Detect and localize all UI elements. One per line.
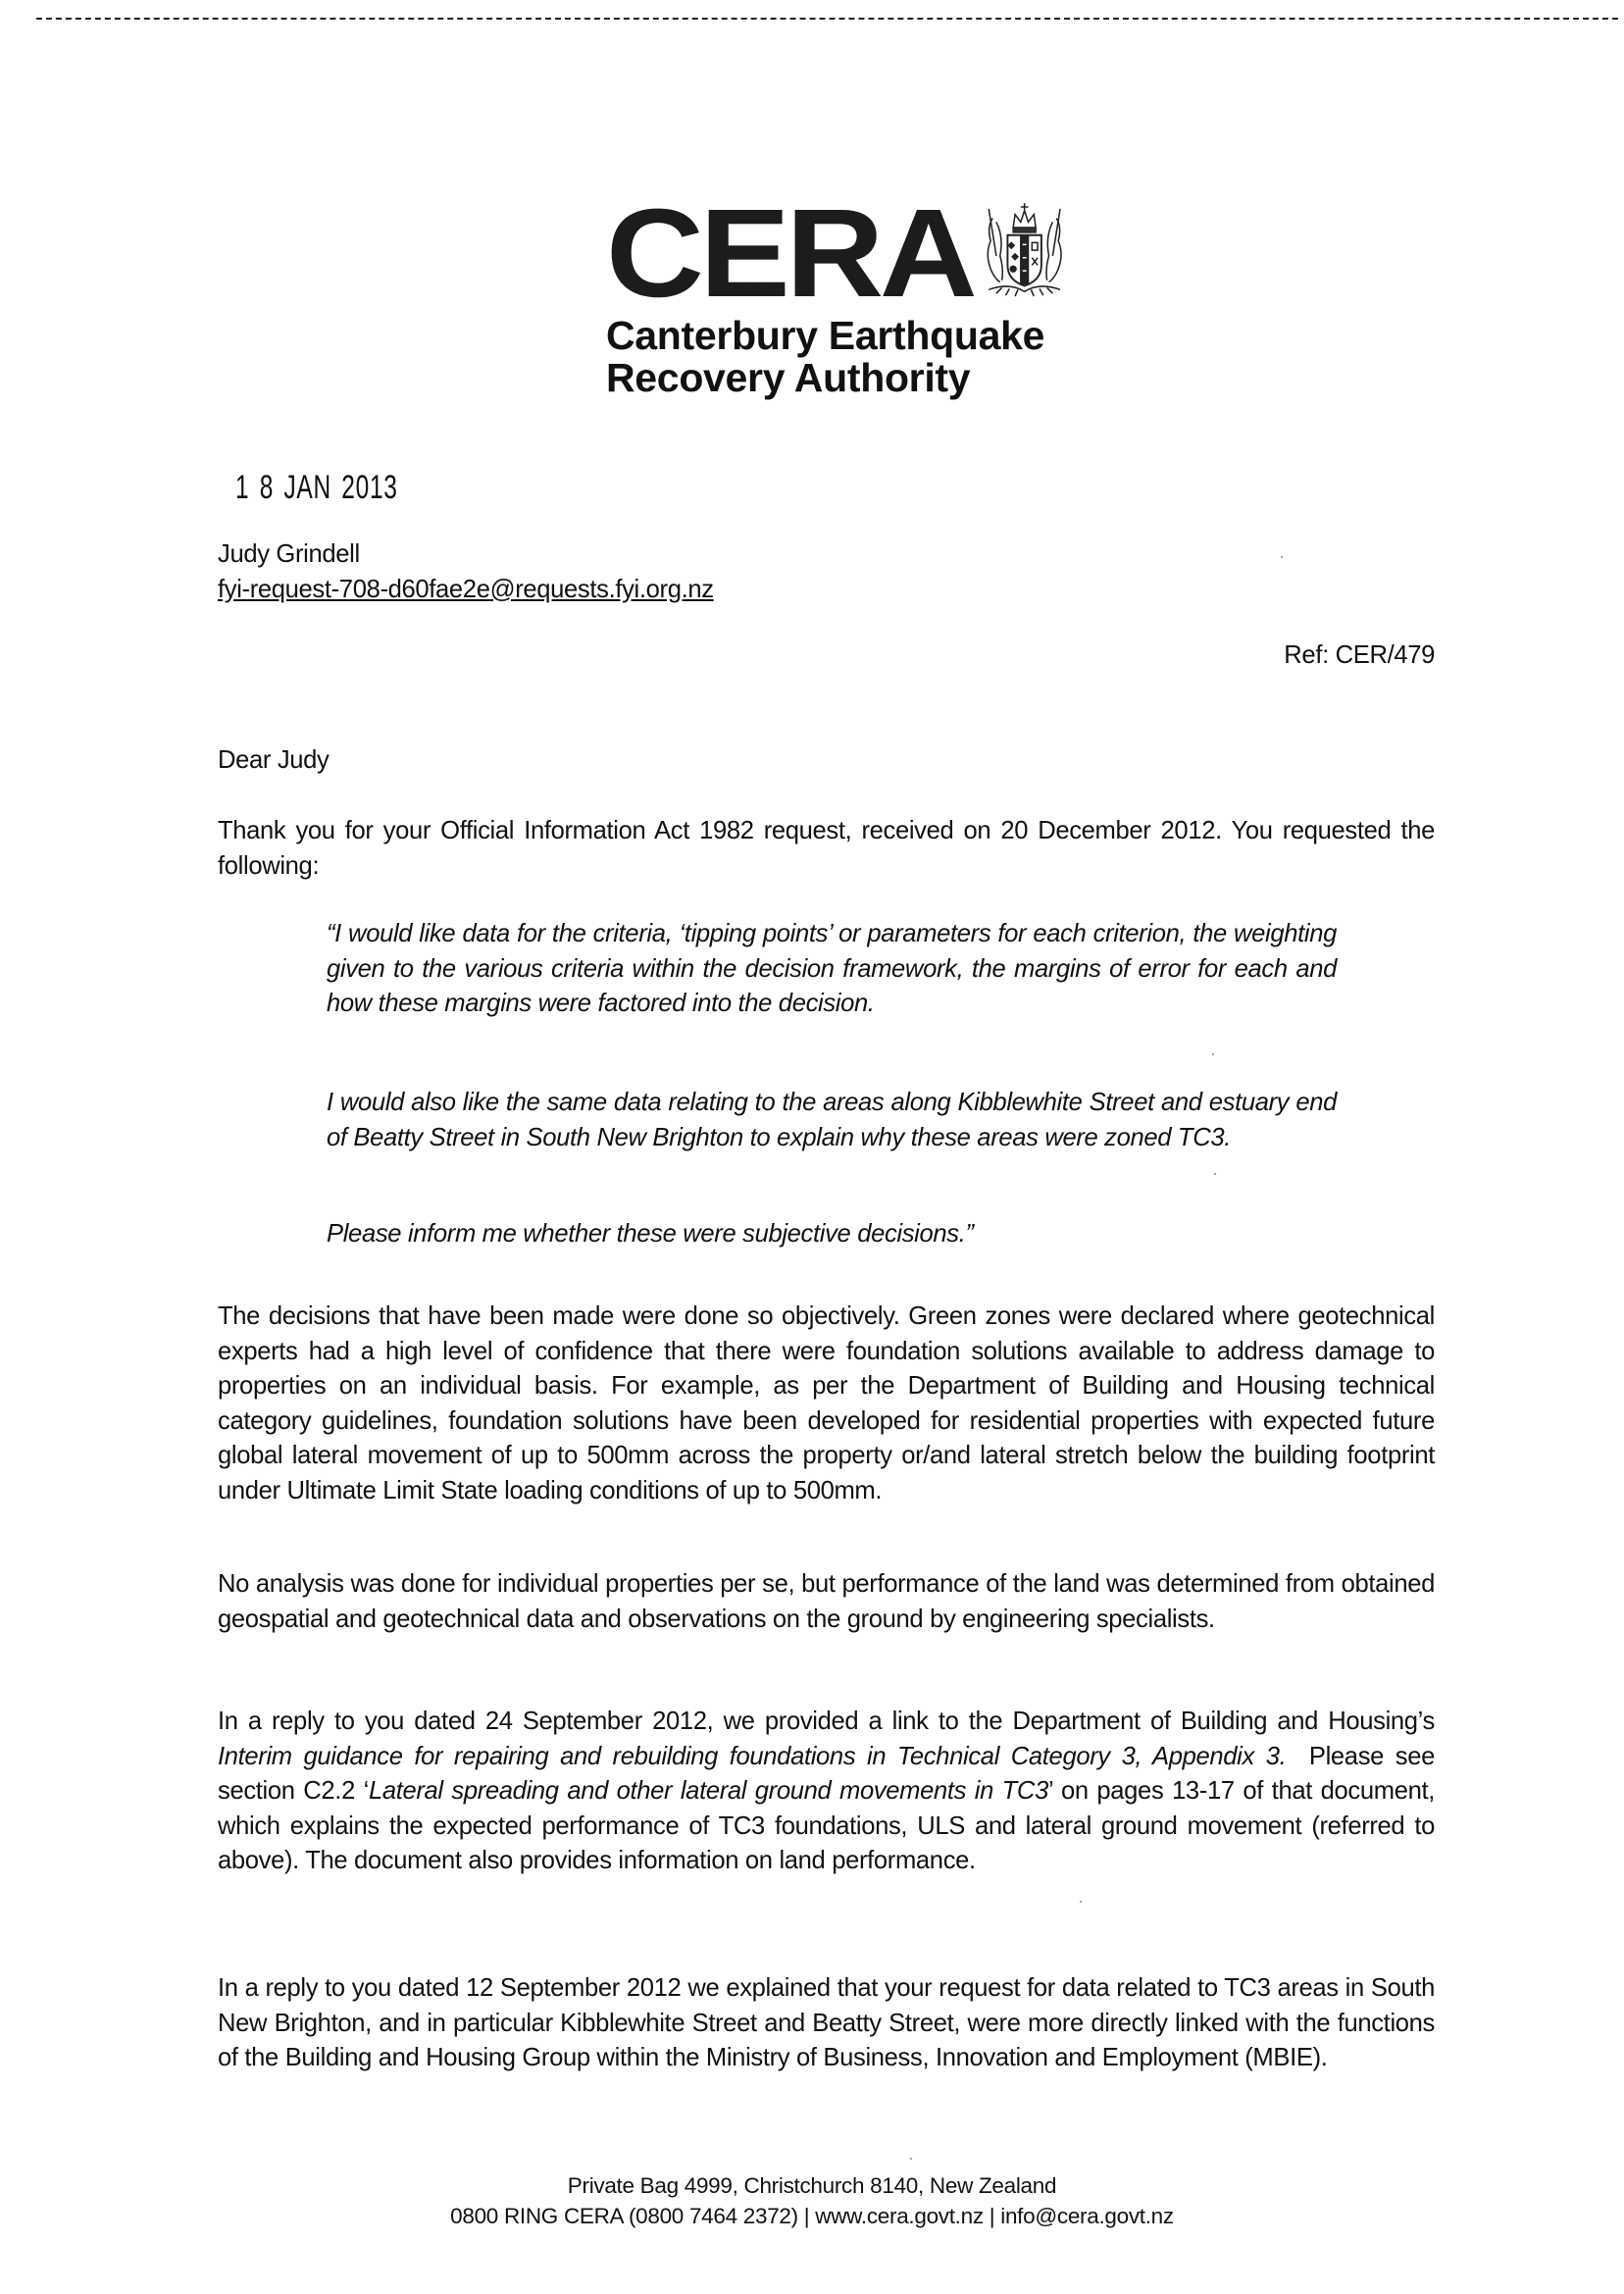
scan-speck: [910, 2158, 912, 2160]
footer-phone: 0800 RING CERA (0800 7464 2372): [450, 2204, 798, 2228]
footer-website-link[interactable]: www.cera.govt.nz: [815, 2204, 984, 2228]
scan-edge-line: [36, 18, 1618, 20]
text-span: ’ on pages 13-17 of that document, which explains the expected performance of TC3 foundations, ULS and lateral ground movement (referred to above). The document also provides information on land performance.: [218, 1777, 1435, 1874]
body-paragraph-objectivity: The decisions that have been made were done so objectively. Green zones were declared where geotechnical experts had a high level of confidence that there were foundation solutions available to address damage to properties on an individual basis. For example, as per the Department of Building and Housing technical category guidelines, foundation solutions have been developed for residential properties with expected future global lateral movement of up to 500mm across the property or/and lateral stretch below the building footprint under Ultimate Limit State loading conditions of up to 500mm.: [218, 1302, 1435, 1504]
org-name-line2: Recovery Authority: [606, 355, 971, 400]
footer-separator: |: [797, 2204, 816, 2228]
footer-address: Private Bag 4999, Christchurch 8140, New Zealand: [567, 2173, 1057, 2198]
scan-speck: [1212, 1053, 1214, 1055]
date-stamp: 1 8 JAN 2013: [235, 469, 398, 506]
text-span: In a reply to you dated 24 September 2012, we provided a link to the Department of Building and Housing’s: [218, 1708, 1435, 1735]
footer-email-link[interactable]: info@cera.govt.nz: [1000, 2204, 1174, 2228]
section-title: Lateral spreading and other lateral ground movements in TC3: [368, 1777, 1048, 1805]
body-paragraph-guidance-reference: [218, 1705, 1442, 1879]
intro-paragraph: Thank you for your Official Information Act 1982 request, received on 20 December 2012. You requested the following:: [218, 817, 1435, 880]
footer-contact: [0, 2201, 1624, 2231]
reference-number: Ref: CER/479: [1284, 641, 1435, 669]
recipient-block: [218, 537, 714, 607]
logo-row: [606, 183, 1077, 324]
salutation: Dear Judy: [218, 746, 330, 774]
cera-wordmark-logo: CERA: [606, 183, 974, 324]
nz-coat-of-arms-icon: [972, 197, 1077, 307]
scan-speck: [1281, 556, 1283, 558]
scan-speck: [1080, 1901, 1082, 1903]
quoted-request-paragraph: I would also like the same data relating to the areas along Kibblewhite Street and estuary end of Beatty Street in South New Brighton to explain why these areas were zoned TC3.: [327, 1089, 1337, 1151]
quoted-request-paragraph: “I would like data for the criteria, ‘tipping points’ or parameters for each criterion, the weighting given to the various criteria within the decision framework, the margins of error for each and how these margins were factored into the decision.: [327, 920, 1337, 1017]
body-paragraph-analysis: No analysis was done for individual properties per se, but performance of the land was determined from obtained geospatial and geotechnical data and observations on the ground by engineering specialists.: [218, 1570, 1435, 1633]
quoted-request-paragraph: Please inform me whether these were subjective decisions.”: [327, 1220, 974, 1248]
recipient-name: Judy Grindell: [218, 540, 360, 568]
footer-separator: |: [983, 2204, 1001, 2228]
text-span: Please see section C2.2 ‘: [218, 1742, 1442, 1805]
recipient-email-link[interactable]: fyi-request-708-d60fae2e@requests.fyi.org.nz: [218, 575, 714, 603]
body-paragraph-mbie: In a reply to you dated 12 September 2012 we explained that your request for data related to TC3 areas in South New Brighton, and in particular Kibblewhite Street and Beatty Street, were more directly linked with the functions of the Building and Housing Group within the Ministry of Business, Innovation and Employment (MBIE).: [218, 1974, 1435, 2071]
letterhead: [606, 183, 1077, 400]
scan-speck: [1214, 1173, 1216, 1175]
footer: [0, 2170, 1624, 2231]
document-title: Interim guidance for repairing and rebuilding foundations in Technical Category 3, Appendix 3.: [218, 1742, 1287, 1770]
org-name-line1: Canterbury Earthquake: [606, 313, 1045, 358]
